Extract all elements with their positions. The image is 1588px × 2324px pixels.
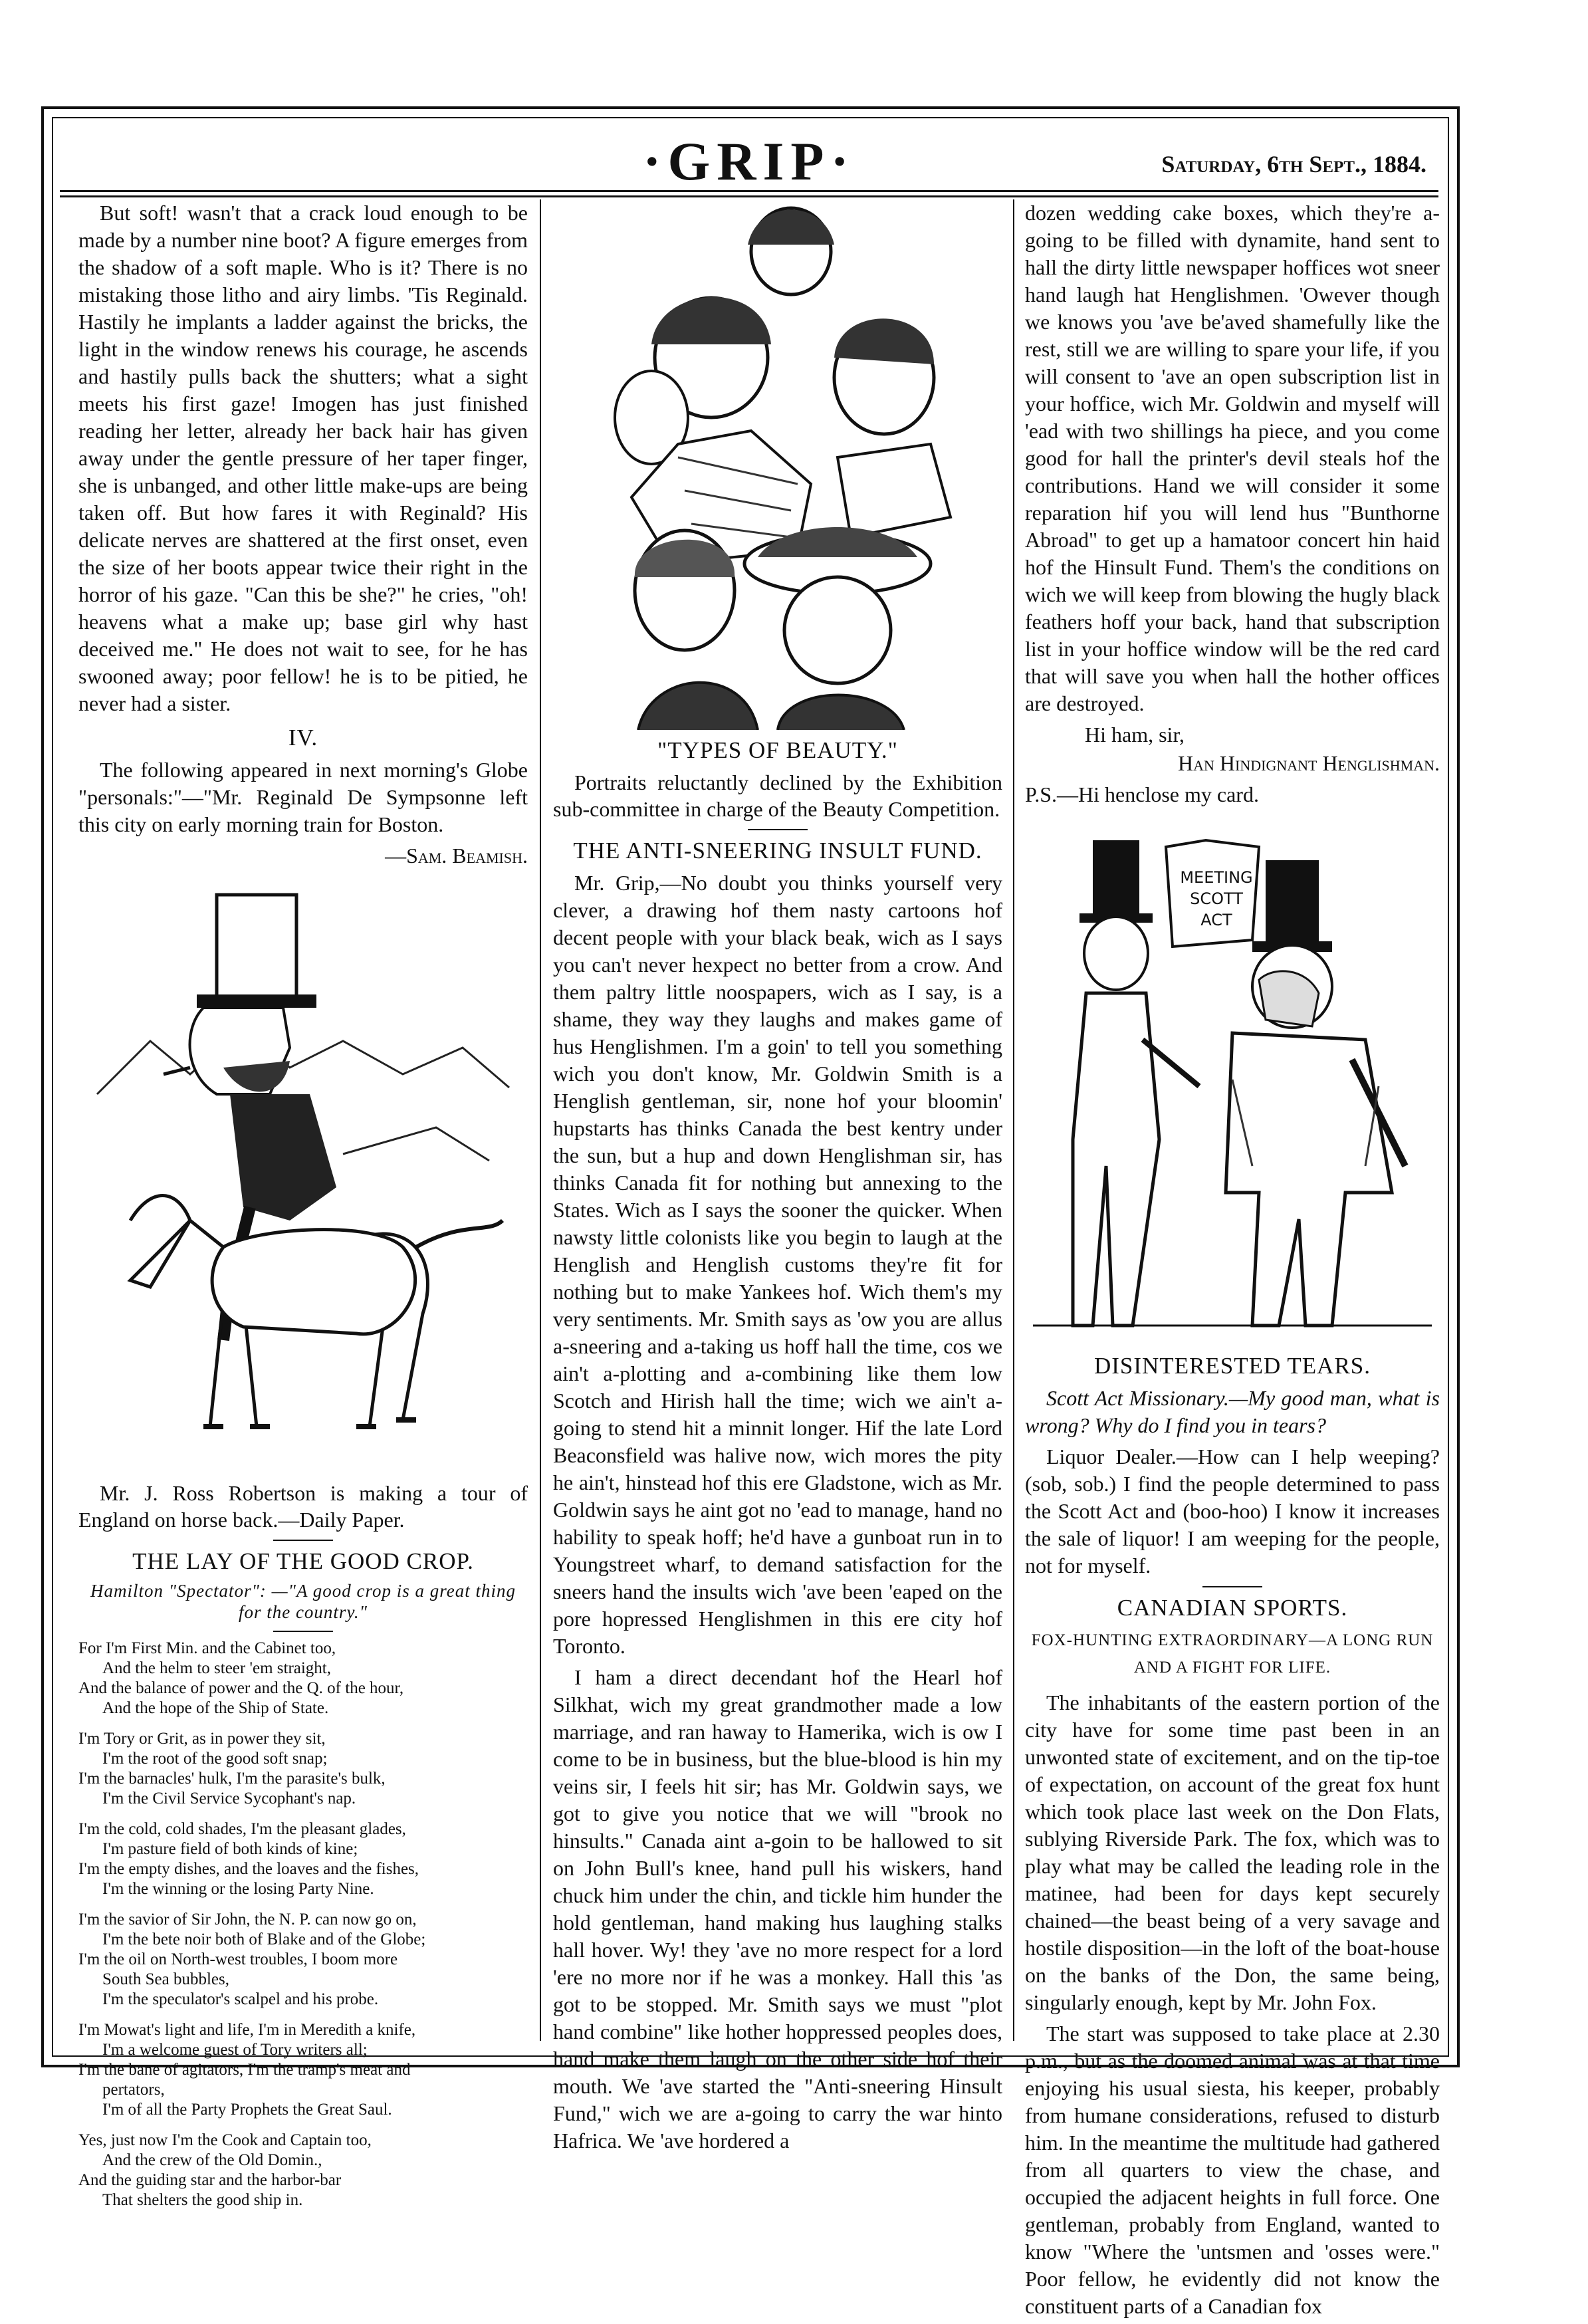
separator: [273, 1631, 333, 1632]
column-divider: [540, 199, 541, 2041]
horseback-cartoon: [90, 875, 516, 1473]
poem-title: THE LAY OF THE GOOD CROP.: [132, 1548, 474, 1574]
masthead-rule-inner: [60, 195, 1438, 197]
article-paragraph: I ham a direct decendant hof the Hearl hof Silkhat, wich my great grandmother made a low marriage, and ran haway to Hamerika, wich is ow I come to be in business, but the blue-blood is hin my veins sir, I feels hit sir; has Mr. Goldwin says, we got to give you notice that we will "brook no hinsults." Canada aint a-goin to be hallowed to sit on John Bull's knee, hand pull his wiskers, hand chuck him under the chin, and tickle him hunder the hold gentleman, hand making hus laughing stalks hall hover. Wy! they 'ave no more respect for a lord 'ere no more nor if he was a monkey. Hall this 'as got to be stopped. Mr. Smith says we must "plot hand combine" like hother hoppressed peoples does, hand make them laugh on the other side hof their mouth. We 'ave started the "Anti-sneering Hinsult Fund," wich we are a-going to carry the war hinto Hafrica. We 'ave hordered a: [553, 1665, 1002, 2152]
letter-postscript: P.S.—Hi henclose my card.: [1025, 782, 1259, 806]
types-of-beauty-cartoon: [572, 205, 984, 730]
separator: [273, 1540, 333, 1541]
letter-closing: Hi ham, sir,: [1085, 723, 1185, 747]
article-title: THE ANTI-SNEERING INSULT FUND.: [573, 838, 982, 864]
masthead-rule: [60, 190, 1438, 192]
article-subtitle: FOX-HUNTING EXTRAORDINARY—A LONG RUN AND A FIGHT FOR LIFE.: [1031, 1631, 1434, 1677]
masthead-title: ·GRIP·: [643, 131, 855, 191]
letter-signature: Han Hindignant Henglishman.: [1178, 751, 1440, 775]
section-number: IV.: [288, 725, 318, 751]
article-paragraph: Mr. Grip,—No doubt you thinks yourself very clever, a drawing hof them nasty cartoons hof decent people with your black beak, wich as I says you can't never hexpect no better from a crow. And them paltry little noospapers, wich as I say, is a shame, they way they laughs and makes game of hus Henglishmen. I'm a goin' to tell you something wich you don't know, Mr. Goldwin Smith is a Henglish gentleman, sir, none hof your bloomin' hupstarts has thinks Canada the best kentry under the sun, but a hup and down Henglishman sir, has thinks Canada fit for nothing but annexing to the States. Wich as I says the sooner the quicker. When nawsty little colonists like you begin to laugh at the Henglish and Henglish customs they're fit for nothing but to make Yankees hof. Wich them's my very sentiments. Mr. Smith says as 'ow you are allus a-sneering and a-taking us hoff hall the time, cos we ain't a-plotting and a-combining like them low Scotch and Hirish hall the time; wich we ain't a-going to stend hit a minnit longer. Hif the late Lord Beaconsfield was halive now, wich mores the pity he ain't, hinstead hof this ere Gladstone, wich as Mr. Goldwin says he aint got no 'ead to manage, hand no hability to speak hoff; he'd have a gunboat run in to Youngstreet wharf, to demand satisfaction for the sneers hand the insults wich 'ave been 'eaped on the pore hopressed Henglishmen in this ere city hof Toronto.: [553, 871, 1002, 1658]
poem-stanza: For I'm First Min. and the Cabinet too, And the helm to steer 'em straight, And the balance of power and the Q. of the hour, And the hope of the Ship of State.: [78, 1639, 404, 1717]
cartoon-caption: Portraits reluctantly declined by the Exhibition sub-committee in charge of the Beauty Competition.: [553, 770, 1002, 821]
column-2: [553, 199, 1002, 2158]
masthead: [60, 130, 1438, 190]
article-title: CANADIAN SPORTS.: [1117, 1595, 1348, 1621]
cartoon-dialogue: Scott Act Missionary.—My good man, what is wrong? Why do I find you in tears?: [1025, 1386, 1440, 1437]
cartoon-dialogue: Liquor Dealer.—How can I help weeping? (sob, sob.) I find the people determined to pass the Scott Act and (boo-hoo) I know it increases the sale of liquor! I am weeping for the people, not for myself.: [1025, 1445, 1440, 1577]
poem-stanza: I'm the savior of Sir John, the N. P. can now go on, I'm the bete noir both of Blake and of the Globe; I'm the oil on North-west troubles, I boom more South Sea bubbles, I'm the speculator's scalpel and his probe.: [78, 1911, 426, 2008]
story-paragraph: But soft! wasn't that a crack loud enough to be made by a number nine boot? A figure emerges from the shadow of a soft maple. Who is it? There is no mistaking those litho and airy limbs. 'Tis Reginald. Hastily he implants a ladder against the bricks, the light in the window renews his courage, he ascends and hastily pulls back the shutters; what a sight meets his first gaze! Imogen has just finished reading her letter, already her back hair has given away under the gentle pressure of her taper finger, she is unbanged, and other little make-ups are being taken off. But how fares it with Reginald? His delicate nerves are shattered at the first onset, even the size of her boots appear twice their right in the horror of his gaze. "Can this be she?" he cries, "oh! heavens what a make up; base girl why hast deceived me." He does not wait to see, for he has swooned away; poor fellow! he is to be pitied, he never had a sister.: [78, 201, 528, 715]
article-paragraph: The start was supposed to take place at 2.30 p.m., but as the doomed animal was at that time enjoying his usual siesta, his keeper, probably from humane considerations, refused to disturb him. In the meantime the multitude had gathered from all quarters to view the chase, and occupied the adjacent heights in full force. One gentleman, probably from England, wanted to know "Where the 'untsmen and 'osses were." Poor fellow, he evidently did not know the constituent parts of a Canadian fox: [1025, 2022, 1440, 2318]
separator: [748, 829, 808, 830]
poster-sign: MEETING SCOTT ACT: [1180, 868, 1253, 929]
article-paragraph: dozen wedding cake boxes, which they're a-going to be filled with dynamite, hand sent to hall the dirty little newspaper hoffices wot sneer hand laugh hat Henglishmen. 'Owever though we knows you 'ave be'aved shamefully like the rest, still we are willing to spare your life, if you will consent to 'ave an open subscription list in your hoffice, wich Mr. Goldwin and myself will 'ead with two shillings ha piece, and you come good for hall the printer's devil steals hof the contributions. Hand we will consider it some reparation hif you will lend hus "Bunthorne Abroad" to get up a hamatoor concert hin haid hof the Hinsult Fund. Them's the conditions on wich we will keep from blowing the hugly black feathers hoff your back, hand that subscription list in your hoffice window will be the red card that will save you when hall the hother offices are destroyed.: [1025, 201, 1440, 715]
story-paragraph: The following appeared in next morning's Globe "personals:"—"Mr. Reginald De Sympsonne left this city on early morning train for Boston.: [78, 758, 528, 836]
cartoon-title: DISINTERESTED TEARS.: [1093, 1353, 1371, 1379]
poem-stanza: I'm Tory or Grit, as in power they sit, I'm the root of the good soft snap; I'm the barnacles' hulk, I'm the parasite's bulk, I'm the Civil Service Sycophant's nap.: [78, 1730, 386, 1807]
disinterested-tears-cartoon: [1025, 820, 1440, 1345]
poem-stanza: I'm Mowat's light and life, I'm in Meredith a knife, I'm a welcome guest of Tory writers all; I'm the bane of agitators, I'm the tramp's meat and pertators, I'm of all the Party Prophets the Great Saul.: [78, 2021, 416, 2119]
column-3: [1025, 199, 1440, 2324]
story-signature: —Sam. Beamish.: [385, 844, 528, 868]
cartoon-caption: Mr. J. Ross Robertson is making a tour of England on horse back.—Daily Paper.: [78, 1481, 528, 1532]
issue-date: Saturday, 6th Sept., 1884.: [1161, 151, 1426, 177]
column-divider: [1013, 199, 1014, 2041]
poem-stanza: Yes, just now I'm the Cook and Captain too, And the crew of the Old Domin., And the guiding star and the harbor-bar That shelters the good ship in.: [78, 2131, 372, 2209]
separator: [1202, 1586, 1262, 1587]
poem-epigraph: Hamilton "Spectator": —"A good crop is a great thing for the country.": [90, 1581, 516, 1622]
poem-stanza: I'm the cold, cold shades, I'm the pleasant glades, I'm pasture field of both kinds of kine; I'm the empty dishes, and the loaves and the fishes, I'm the winning or the losing Party Nine.: [78, 1820, 419, 1898]
article-paragraph: The inhabitants of the eastern portion of the city have for some time past been in an unwonted state of excitement, and on the tip-toe of expectation, on account of the great fox hunt which took place last week on the Don Flats, sublying Riverside Park. The fox, which was to play what may be called the leading role in the matinee, had been for days kept securely chained—the beast being of a very savage and hostile disposition—in the loft of the boat-house on the banks of the Don, the same being, singularly enough, kept by Mr. John Fox.: [1025, 1690, 1440, 2014]
cartoon-title: "TYPES OF BEAUTY.": [657, 737, 898, 763]
column-1: [78, 199, 528, 2221]
